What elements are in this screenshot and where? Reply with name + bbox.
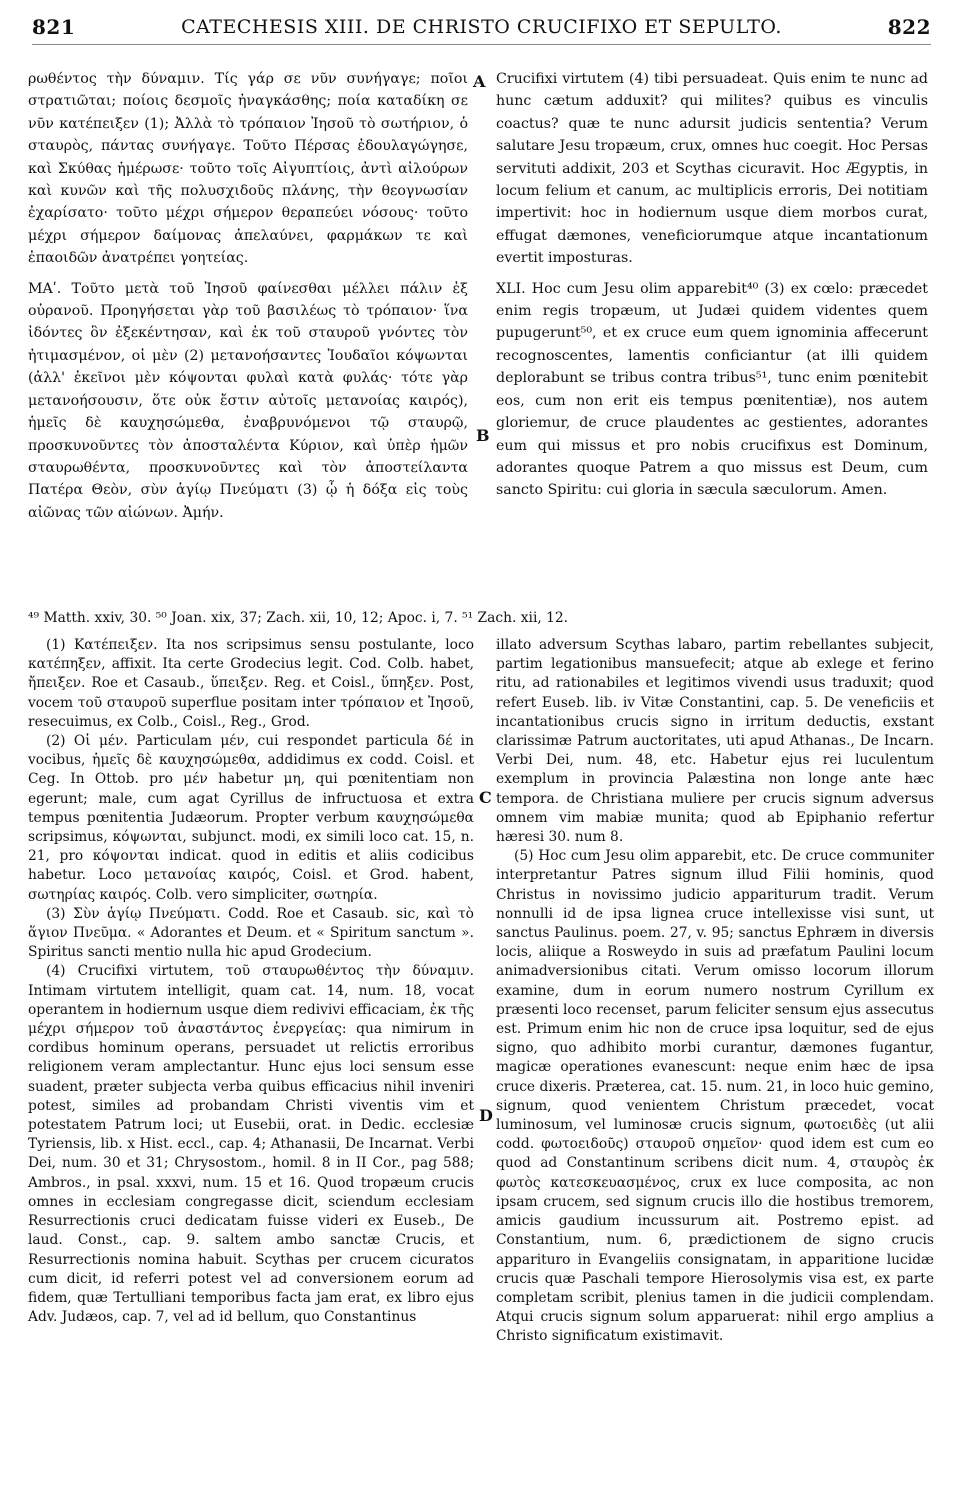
- column-marker-c: C: [479, 788, 492, 807]
- column-marker-b: B: [476, 426, 490, 445]
- note-paragraph: illato adversum Scythas labaro, partim rebellantes subjecit, partim legationibus mansuefecit; atque ab exlege et ferino ritu, ad rationabiles et legitimos vivendi usus traduxit; quod refert Euseb. lib. iv Vitæ Constantini, cap. 5. De veneficiis et incantationibus crucis signo in irritum deductis, exstant clarissimæ Patrum auctoritates, uti apud Athanas., De Incarn. Verbi Dei, num. 48, etc. Habetur ejus rei luculentum exemplum in provincia Palæstina non longe ante hæc tempora. de Christiana muliere per crucis signum adversus omnem vim mabiæ munita; quod ab Epiphanio refertur hæresi 30. num 8.: [496, 637, 934, 846]
- scripture-footnotes: ⁴⁹ Matth. xxiv, 30. ⁵⁰ Joan. xix, 37; Zach. xii, 10, 12; Apoc. i, 7. ⁵¹ Zach. xii, 12.: [28, 610, 569, 626]
- latin-paragraph: XLI. Hoc cum Jesu olim apparebit⁴⁰ (3) ex cœlo: præcedet enim regis tropæum, ut Judæi quidem videntes quem pupugerunt⁵⁰, et ex cruce eum quem ignominia affecerunt recognoscentes, lamentis conficiantur (at illi quidem deplorabunt se tribus contra tribus⁵¹, tunc enim pœnitebit eos, cum non erit eis tempus pœnitentiæ), nos autem gloriemur, de cruce plaudentes ac gestientes, adorantes eum qui missus et pro nobis crucifixus est Dominum, adorantes quoque Patrem a quo missus est Deum, cum sancto Spiritu: cui gloria in sæcula sæculorum. Amen.: [496, 280, 928, 499]
- note-paragraph: (5) Hoc cum Jesu olim apparebit, etc. De cruce communiter interpretantur Patres signum illud Filii hominis, quod Christus in novissimo judicio appariturum tradit. Verum nonnulli id de ipsa lignea cruce intellexisse visi sunt, ut sanctus Paulinus. poem. 27, v. 95; sanctus Ephræm in diversis locis, aliique a Rosweydo in suis ad præfatum Paulini locum animadversionibus citati. Verum omisso locorum illorum examine, dum in eorum numero nostrum Cyrillum ex præsenti loco recenset, parum feliciter sensum ejus assecutus est. Primum enim hic non de cruce ipsa loquitur, sed de ejus signo, quo adhibito morbi curantur, dæmones fugantur, magicæ operationes evanescunt: neque enim hæc de ipsa cruce dixeris. Præterea, cat. 15. num. 21, in loco huic gemino, signum, quod venientem Christum præcedet, vocat luminosum, vel luminosæ crucis signum, φωτοειδὲς (ut alii codd. φωτοειδοῦς) σταυροῦ σημεῖον· quod idem est cum eo quod ad Constantinum scribens dicit num. 4, σταυρὸς ἐκ φωτὸς κατεσκευασμένος, crux ex luce composita, ac non ipsam crucem, sed signum crucis illo die hostibus tremorem, amicis gaudium incussurum ait. Postremo epist. ad Constantium, num. 6, prædictionem de signo crucis appariturо in Evangeliis consignatam, in apparitione lucidæ crucis quæ Paschali tempore Hierosolymis visa est, ex parte completam scribit, plenius tamen in die judicii complendam. Atqui crucis signum solum apparuerat: nihil ergo amplius a Christo significatum existimavit.: [496, 848, 934, 1345]
- notes-left-column: [28, 636, 474, 1327]
- column-marker-a: A: [473, 72, 486, 91]
- running-head: [32, 10, 931, 45]
- greek-text-column: [28, 68, 468, 524]
- latin-text-column: [496, 68, 928, 502]
- left-page-number: 821: [32, 15, 76, 39]
- right-page-number: 822: [887, 15, 931, 39]
- greek-paragraph: ΜΑʹ. Τοῦτο μετὰ τοῦ Ἰησοῦ φαίνεσθαι μέλλει πάλιν ἐξ οὐρανοῦ. Προηγήσεται γὰρ τοῦ βασιλέως τὸ τρόπαιον· ἵνα ἰδόντες ὃν ἐξεκέντησαν, καὶ ἐκ τοῦ σταυροῦ γνόντες τὸν ἠτιμασμένον, οἱ μὲν (2) μετανοήσαντες Ἰουδαῖοι κόψωνται (ἀλλ' ἐκεῖνοι μὲν κόψονται φυλαὶ κατὰ φυλάς· τότε γὰρ μετανοήσουσιν, ὅτε οὐκ ἔστιν αὐτοῖς μετανοίας καιρός), ἡμεῖς δὲ καυχησώμεθα, ἐναβρυνόμενοι τῷ σταυρῷ, προσκυνοῦντες τὸν ἀποσταλέντα Κύριον, καὶ ὑπὲρ ἡμῶν σταυρωθέντα, προσκυνοῦντες καὶ τὸν ἀποστείλαντα Πατέρα Θεὸν, σὺν ἁγίῳ Πνεύματι (3) ᾧ ἡ δόξα εἰς τοὺς αἰῶνας τῶν αἰώνων. Ἀμήν.: [28, 280, 468, 521]
- greek-paragraph: ρωθέντος τὴν δύναμιν. Τίς γάρ σε νῦν συνήγαγε; ποῖοι στρατιῶται; ποίοις δεσμοῖς ἠναγκάσθης; ποία καταδίκη σε νῦν κατέπειξεν (1); Ἀλλὰ τὸ τρόπαιον Ἰησοῦ τὸ σωτήριον, ὁ σταυρὸς, πάντας συνήγαγε. Τοῦτο Πέρσας ἐδουλαγώγησε, καὶ Σκύθας ἡμέρωσε· τοῦτο τοῖς Αἰγυπτίοις, ἀντὶ αἰλούρων καὶ κυνῶν καὶ τῆς πολυσχιδοῦς πλάνης, τὴν θεογνωσίαν ἐχαρίσατο· τοῦτο μέχρι σήμερον θεραπεύει νόσους· τοῦτο μέχρι σήμερον δαίμονας ἀπελαύνει, φαρμάκων τε καὶ ἐπαοιδῶν ἀνατρέπει γοητείας.: [28, 71, 468, 267]
- note-paragraph: (3) Σὺν ἁγίῳ Πνεύματι. Codd. Roe et Casaub. sic, καὶ τὸ ἅγιον Πνεῦμα. « Adorantes et Deum. et « Spiritum sanctum ». Spiritus sancti mentio nulla hic apud Grodecium.: [28, 905, 474, 961]
- column-marker-d: D: [479, 1106, 493, 1125]
- note-paragraph: (4) Crucifixi virtutem, τοῦ σταυρωθέντος τὴν δύναμιν. Intimam virtutem intelligit, quam cat. 14, num. 18, vocat operantem in hodiernum usque diem redivivi efficaciam, ἐκ τῆς μέχρι σήμερον τοῦ ἀναστάντος ἐνεργείας: qua nimirum in cordibus hominum operans, persuadet ut relictis erroribus religionem veram amplectantur. Hunc ejus loci sensum esse suadent, præter subjecta verba quibus efficacius nihil inveniri potest, similes ad probandam Christi viventis vim et potestatem Patrum loci; ut Eusebii, orat. in Dedic. ecclesiæ Tyriensis, lib. x Hist. eccl., cap. 4; Athanasii, De Incarnat. Verbi Dei, num. 30 et 31; Chrysostom., homil. 8 in II Cor., pag 588; Ambros., in psal. xxxvi, num. 15 et 16. Quod tropæum crucis omnes in ecclesiam congregasse dicit, sciendum ecclesiam Resurrectionis cruci dedicatam fuisse videri ex Euseb., De laud. Const., cap. 9. saltem ambo sanctæ Crucis, et Resurrectionis nomina habuit. Scythas per crucem cicuratos cum dicit, id referri potest vel ad conversionem eorum ad fidem, quæ Tertulliani temporibus facta jam erat, ex libro ejus Adv. Judæos, cap. 7, vel ad id bellum, quo Constantinus: [28, 963, 474, 1326]
- note-paragraph: (2) Οἱ μέν. Particulam μέν, cui respondet particula δέ in vocibus, ἡμεῖς δὲ καυχησώμεθα, addidimus ex codd. Coisl. et Ceg. In Ottob. pro μέν habetur μη, qui pœnitentiam non egerunt; male, cum agat Cyrillus de infructuosa et extra tempus pœnitentia Judæorum. Propter verbum καυχησώμεθα scripsimus, κόψωνται, subjunct. modi, ex simili loco cat. 15, n. 21, pro κόψονται indicat. quod in editis et aliis codicibus habetur. Loco μετανοίας καιρός, Coisl. et Grod. habent, σωτηρίας καιρός. Colb. vero simpliciter, σωτηρία.: [28, 733, 474, 903]
- note-paragraph: (1) Κατέπειξεν. Ita nos scripsimus sensu postulante, loco κατέπηξεν, affixit. Ita certe Grodecius legit. Cod. Colb. habet, ἤπειξεν. Roe et Casaub., ὕπειξεν. Reg. et Coisl., ὕπηξεν. Post, vocem τοῦ σταυροῦ superflue positam inter τρόπαιον et Ἰησοῦ, resecuimus, ex Colb., Coisl., Reg., Grod.: [28, 637, 474, 730]
- notes-right-column: [496, 636, 934, 1347]
- running-title: CATECHESIS XIII. DE CHRISTO CRUCIFIXO ET SEPULTO.: [181, 16, 782, 38]
- latin-paragraph: Crucifixi virtutem (4) tibi persuadeat. Quis enim te nunc ad hunc cætum adduxit? qui milites? quibus es vinculis coactus? quæ te nunc adursit judicis sententia? Verum salutare Jesu tropæum, crux, omnes huc coegit. Hoc Persas servituti addixit, 203 et Scythas cicuravit. Hoc Ægyptis, in locum felium et canum, ac multiplicis erroris, Dei notitiam impertivit: hoc in hodiernum usque diem morbos curat, effugat dæmones, veneficiorumque atque incantationum evertit imposturas.: [496, 71, 928, 267]
